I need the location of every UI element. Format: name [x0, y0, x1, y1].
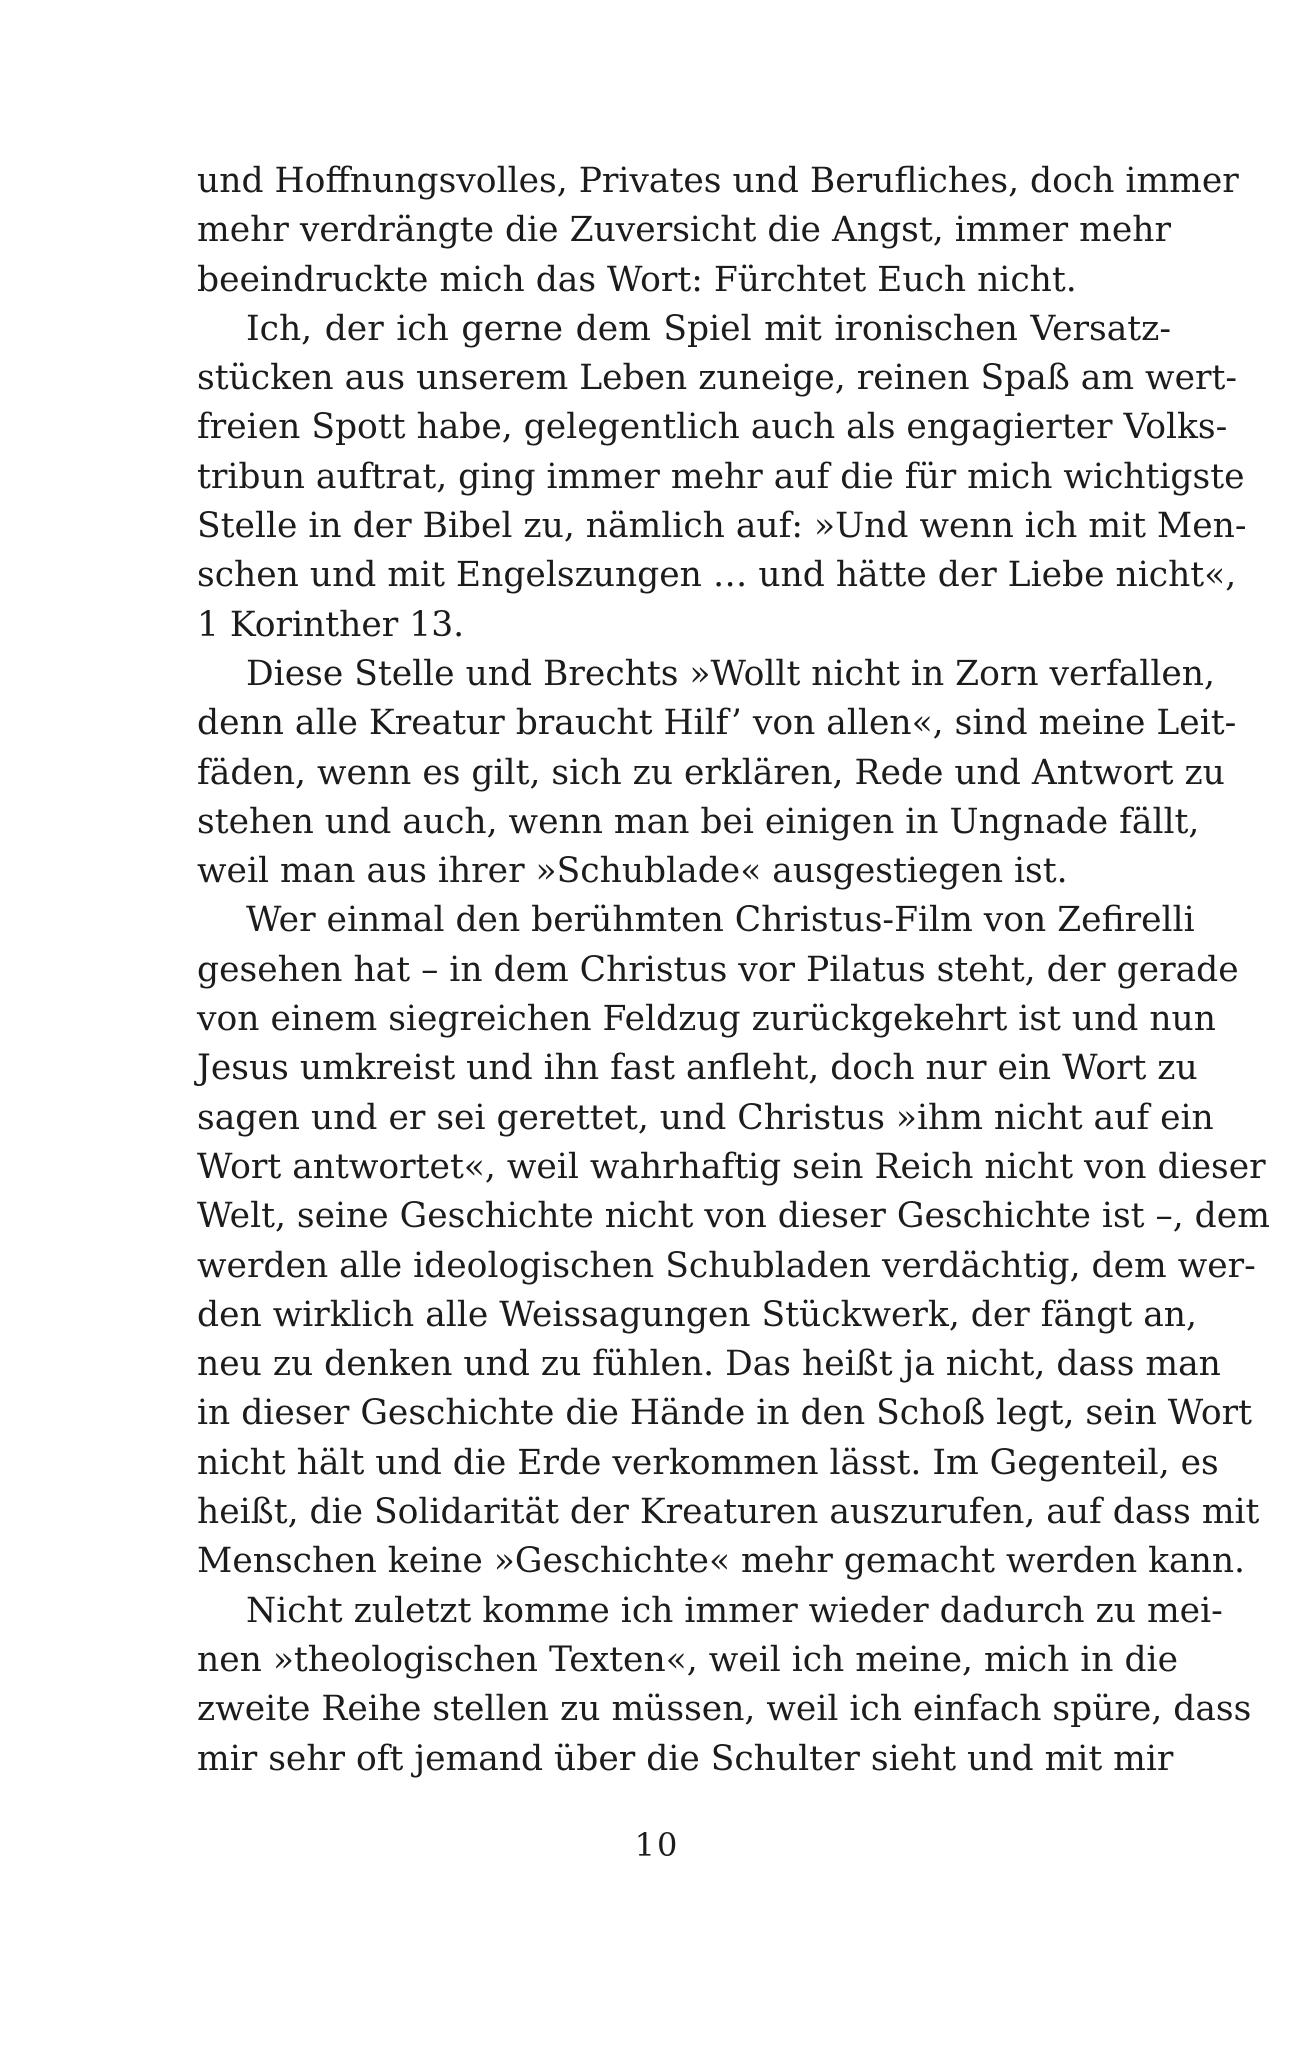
- text-line: Wer einmal den berühmten Christus-Film von Zefirelli: [246, 900, 1195, 941]
- text-line: tribun auftrat, ging immer mehr auf die für mich wichtigste: [197, 456, 1245, 497]
- text-line: neu zu denken und zu fühlen. Das heißt ja nicht, dass man: [197, 1344, 1221, 1385]
- paragraph: [197, 650, 1237, 896]
- text-line: denn alle Kreatur braucht Hilf’ von allen«, sind meine Leit-: [197, 703, 1237, 744]
- text-line: von einem siegreichen Feldzug zurückgekehrt ist und nun: [197, 999, 1216, 1040]
- text-line: heißt, die Solidarität der Kreaturen auszurufen, auf dass mit: [197, 1492, 1260, 1533]
- text-line: sagen und er sei gerettet, und Christus »ihm nicht auf ein: [197, 1097, 1214, 1138]
- text-line: beeindruckte mich das Wort: Fürchtet Euch nicht.: [197, 259, 1077, 300]
- body-text: [197, 157, 1270, 1784]
- text-line: stücken aus unserem Leben zuneige, reinen Spaß am wert-: [197, 358, 1238, 399]
- text-line: freien Spott habe, gelegentlich auch als engagierter Volks-: [197, 407, 1228, 448]
- text-line: Ich, der ich gerne dem Spiel mit ironischen Versatz-: [246, 308, 1171, 349]
- paragraph: [197, 896, 1270, 1586]
- text-line: in dieser Geschichte die Hände in den Schoß legt, sein Wort: [197, 1393, 1253, 1434]
- paragraph: [197, 305, 1247, 650]
- text-line: zweite Reihe stellen zu müssen, weil ich einfach spüre, dass: [197, 1689, 1252, 1730]
- text-line: nicht hält und die Erde verkommen lässt. Im Gegenteil, es: [197, 1442, 1219, 1483]
- text-line: Stelle in der Bibel zu, nämlich auf: »Und wenn ich mit Men-: [197, 506, 1247, 547]
- text-line: Jesus umkreist und ihn fast anfleht, doch nur ein Wort zu: [197, 1048, 1198, 1089]
- text-line: gesehen hat – in dem Christus vor Pilatus steht, der gerade: [197, 949, 1239, 990]
- text-line: fäden, wenn es gilt, sich zu erklären, Rede und Antwort zu: [197, 752, 1225, 793]
- text-line: Menschen keine »Geschichte« mehr gemacht werden kann.: [197, 1541, 1246, 1582]
- page-number: 10: [634, 1826, 680, 1864]
- text-line: Diese Stelle und Brechts »Wollt nicht in Zorn verfallen,: [246, 653, 1215, 694]
- text-line: nen »theologischen Texten«, weil ich meine, mich in die: [197, 1639, 1178, 1680]
- text-line: Wort antwortet«, weil wahrhaftig sein Reich nicht von dieser: [197, 1146, 1266, 1187]
- text-line: weil man aus ihrer »Schublade« ausgestiegen ist.: [197, 851, 1068, 892]
- text-line: stehen und auch, wenn man bei einigen in Ungnade fällt,: [197, 801, 1200, 842]
- paragraph: [197, 157, 1239, 305]
- text-line: schen und mit Engelszungen … und hätte der Liebe nicht«,: [197, 555, 1237, 596]
- text-line: mehr verdrängte die Zuversicht die Angst, immer mehr: [197, 210, 1171, 251]
- text-line: werden alle ideologischen Schubladen verdächtig, dem wer-: [197, 1245, 1256, 1286]
- text-line: und Hoffnungsvolles, Privates und Berufliches, doch immer: [197, 161, 1239, 201]
- paragraph: [197, 1587, 1252, 1784]
- text-line: Welt, seine Geschichte nicht von dieser Geschichte ist –, dem: [197, 1196, 1270, 1237]
- text-line: 1 Korinther 13.: [197, 604, 465, 645]
- text-line: den wirklich alle Weissagungen Stückwerk, der fängt an,: [197, 1294, 1197, 1335]
- text-line: Nicht zuletzt komme ich immer wieder dadurch zu mei-: [246, 1590, 1223, 1631]
- text-line: mir sehr oft jemand über die Schulter sieht und mit mir: [197, 1738, 1174, 1779]
